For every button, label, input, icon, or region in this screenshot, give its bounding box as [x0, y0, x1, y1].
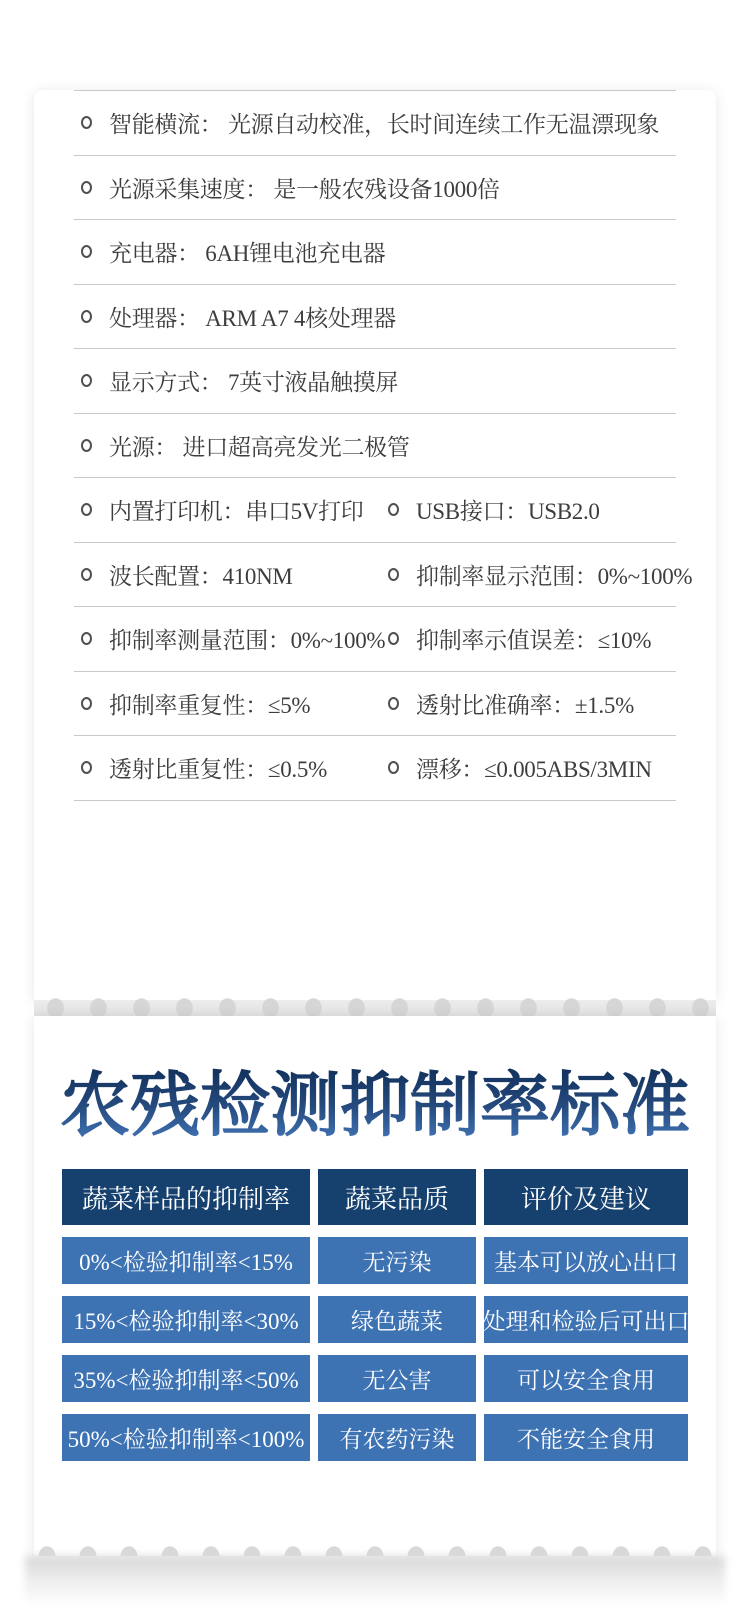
bullet-ring-icon — [81, 503, 92, 516]
table-cell: 基本可以放心出口 — [484, 1237, 688, 1284]
spec-row — [74, 414, 676, 479]
bullet-ring-icon — [81, 116, 92, 129]
spec-pair-right — [388, 493, 676, 526]
spec-row — [74, 156, 676, 221]
standards-card — [34, 1016, 716, 1556]
bullet-ring-icon — [81, 761, 92, 774]
perforation-separator — [34, 1000, 716, 1016]
table-cell: 无污染 — [318, 1237, 476, 1284]
bullet-ring-icon — [81, 310, 92, 323]
bullet-ring-icon — [81, 568, 92, 581]
bullet-ring-icon — [81, 181, 92, 194]
spec-text: 漂移：≤0.005ABS/3MIN — [416, 757, 652, 783]
spec-text: 智能横流： 光源自动校准，长时间连续工作无温漂现象 — [109, 112, 660, 138]
spec-text: 光源： 进口超高亮发光二极管 — [109, 434, 410, 460]
table-cell: 15%<检验抑制率<30% — [62, 1296, 310, 1343]
spec-text: 透射比准确率：±1.5% — [416, 692, 634, 718]
spec-pair-left — [81, 558, 388, 591]
table-header-cell: 蔬菜品质 — [318, 1169, 476, 1225]
spec-row — [74, 349, 676, 414]
spec-text: 波长配置：410NM — [109, 563, 293, 589]
table-cell: 不能安全食用 — [484, 1414, 688, 1461]
spec-text: 抑制率测量范围：0%~100% — [109, 628, 386, 654]
spec-row — [74, 607, 676, 672]
spec-text: 抑制率显示范围：0%~100% — [416, 563, 693, 589]
scallop-edge-icon — [34, 1541, 716, 1556]
spec-row — [74, 478, 676, 543]
table-cell: 处理和检验后可出口 — [484, 1296, 688, 1343]
table-header-cell: 评价及建议 — [484, 1169, 688, 1225]
spec-pair-right — [388, 622, 676, 655]
spec-text: 内置打印机：串口5V打印 — [109, 499, 364, 525]
spec-text: 透射比重复性：≤0.5% — [109, 757, 327, 783]
spec-pair-left — [81, 622, 388, 655]
bullet-ring-icon — [81, 632, 92, 645]
spec-row — [74, 672, 676, 737]
spec-pair-left — [81, 687, 388, 720]
spec-row — [74, 220, 676, 285]
bullet-ring-icon — [388, 503, 399, 516]
spec-text: 处理器： ARM A7 4核处理器 — [109, 305, 396, 331]
table-cell: 50%<检验抑制率<100% — [62, 1414, 310, 1461]
table-header-cell: 蔬菜样品的抑制率 — [62, 1169, 310, 1225]
spec-text: 充电器： 6AH锂电池充电器 — [109, 241, 386, 267]
spec-pair-left — [81, 493, 388, 526]
bullet-ring-icon — [81, 245, 92, 258]
spec-row — [74, 285, 676, 350]
table-cell: 0%<检验抑制率<15% — [62, 1237, 310, 1284]
bullet-ring-icon — [388, 632, 399, 645]
spec-text: 抑制率示值误差：≤10% — [416, 628, 652, 654]
card-drop-shadow — [25, 1556, 725, 1620]
bullet-ring-icon — [81, 697, 92, 710]
spec-text: USB接口：USB2.0 — [416, 499, 600, 525]
table-cell: 绿色蔬菜 — [318, 1296, 476, 1343]
bullet-ring-icon — [81, 374, 92, 387]
table-cell: 35%<检验抑制率<50% — [62, 1355, 310, 1402]
specs-card — [34, 90, 716, 1000]
spec-pair-left — [81, 751, 388, 784]
table-cell: 无公害 — [318, 1355, 476, 1402]
spec-pair-right — [388, 751, 676, 784]
spec-list — [74, 90, 693, 801]
standards-title: 农残检测抑制率标准 — [34, 1068, 716, 1145]
spec-text: 显示方式： 7英寸液晶触摸屏 — [109, 370, 399, 396]
spec-row — [74, 91, 676, 156]
spec-pair-right — [388, 687, 676, 720]
spec-row — [74, 543, 693, 608]
spec-text: 光源采集速度： 是一般农残设备1000倍 — [109, 176, 500, 202]
bullet-ring-icon — [388, 761, 399, 774]
spec-text: 抑制率重复性：≤5% — [109, 692, 311, 718]
bullet-ring-icon — [81, 439, 92, 452]
spec-pair-right — [388, 558, 692, 591]
spec-row — [74, 736, 676, 801]
table-cell: 有农药污染 — [318, 1414, 476, 1461]
table-cell: 可以安全食用 — [484, 1355, 688, 1402]
standards-table — [62, 1169, 688, 1461]
bullet-ring-icon — [388, 568, 399, 581]
bullet-ring-icon — [388, 697, 399, 710]
